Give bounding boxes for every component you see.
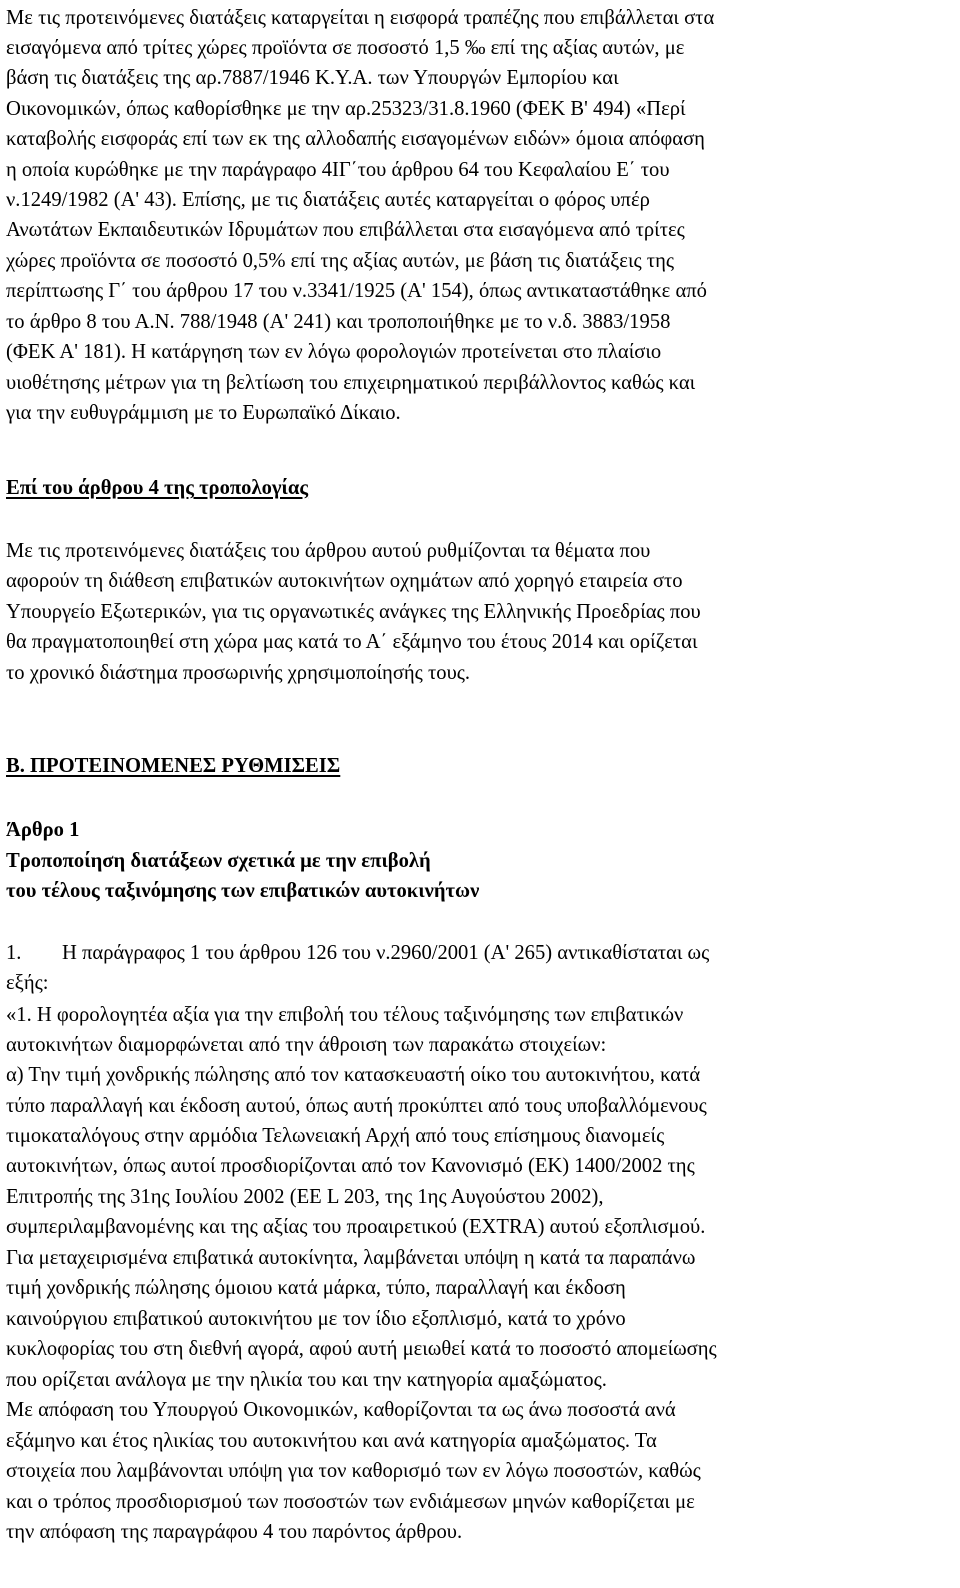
body-text-line: αυτοκινήτων διαμορφώνεται από την άθροιση των παρακάτω στοιχείων: — [6, 1034, 607, 1056]
body-text-line: περίπτωσης Γ΄ του άρθρου 17 του ν.3341/1925 (Α' 154), όπως αντικαταστάθηκε από — [6, 280, 707, 302]
body-text-line: και ο τρόπος προσδιορισμού των ποσοστών των ενδιάμεσων μηνών καθορίζεται με — [6, 1491, 695, 1513]
body-text-line: αφορούν τη διάθεση επιβατικών αυτοκινήτων οχημάτων από χορηγό εταιρεία στο — [6, 570, 683, 592]
section-heading: Επί του άρθρου 4 της τροπολογίας — [6, 477, 309, 499]
article-title: Άρθρο 1 — [6, 819, 80, 841]
body-text-line: το άρθρο 8 του Α.Ν. 788/1948 (Α' 241) και τροποποιήθηκε με το ν.δ. 3883/1958 — [6, 311, 671, 333]
body-text-line: «1. Η φορολογητέα αξία για την επιβολή του τέλους ταξινόμησης των επιβατικών — [6, 1004, 684, 1026]
body-text-line: στοιχεία που λαμβάνονται υπόψη για τον καθορισμό των εν λόγω ποσοστών, καθώς — [6, 1460, 701, 1482]
body-text-line: Για μεταχειρισμένα επιβατικά αυτοκίνητα, λαμβάνεται υπόψη η κατά τα παραπάνω — [6, 1247, 696, 1269]
body-text-line: για την ευθυγράμμιση με το Ευρωπαϊκό Δίκαιο. — [6, 402, 401, 424]
body-text-line: την απόφαση της παραγράφου 4 του παρόντος άρθρου. — [6, 1521, 463, 1543]
body-text-line: το χρονικό διάστημα προσωρινής χρησιμοποίησής τους. — [6, 662, 471, 684]
body-text-line: τιμοκαταλόγους στην αρμόδια Τελωνειακή Αρχή από τους επίσημους διανομείς — [6, 1125, 665, 1147]
body-text-line: καταβολής εισφοράς επί των εκ της αλλοδαπής εισαγομένων ειδών» όμοια απόφαση — [6, 128, 705, 150]
body-text-line: Υπουργείο Εξωτερικών, για τις οργανωτικές ανάγκες της Ελληνικής Προεδρίας που — [6, 601, 701, 623]
body-text-line: συμπεριλαμβανομένης και της αξίας του προαιρετικού (EXTRA) αυτού εξοπλισμού. — [6, 1216, 706, 1238]
paragraph-number: 1. — [6, 942, 22, 964]
body-text-line: α) Την τιμή χονδρικής πώλησης από τον κατασκευαστή οίκο του αυτοκινήτου, κατά — [6, 1064, 701, 1086]
body-text-line: (ΦΕΚ Α' 181). Η κατάργηση των εν λόγω φορολογιών προτείνεται στο πλαίσιο — [6, 341, 662, 363]
body-text-line: που ορίζεται ανάλογα με την ηλικία του και την κατηγορία αμαξώματος. — [6, 1369, 607, 1391]
body-text-line: καινούργιου επιβατικού αυτοκινήτου με τον ίδιο εξοπλισμό, κατά το χρόνο — [6, 1308, 626, 1330]
body-text-line: η οποία κυρώθηκε με την παράγραφο 4ΙΓ΄του άρθρου 64 του Κεφαλαίου Ε΄ του — [6, 159, 670, 181]
body-text-line: Με τις προτεινόμενες διατάξεις του άρθρου αυτού ρυθμίζονται τα θέματα που — [6, 540, 651, 562]
body-text-line: θα πραγματοποιηθεί στη χώρα μας κατά το Α΄ εξάμηνο του έτους 2014 και ορίζεται — [6, 631, 698, 653]
body-text-line: τύπο παραλλαγή και έκδοση αυτού, όπως αυτή προκύπτει από τους υποβαλλόμενους — [6, 1095, 707, 1117]
body-text-line: χώρες προϊόντα σε ποσοστό 0,5% επί της αξίας αυτών, με βάση τις διατάξεις της — [6, 250, 674, 272]
body-text-line: βάση τις διατάξεις της αρ.7887/1946 Κ.Υ.Α. των Υπουργών Εμπορίου και — [6, 67, 619, 89]
body-text-line: Με απόφαση του Υπουργού Οικονομικών, καθορίζονται τα ως άνω ποσοστά ανά — [6, 1399, 676, 1421]
body-text-line: εξής: — [6, 972, 49, 994]
body-text-line: αυτοκινήτων, όπως αυτοί προσδιορίζονται από τον Κανονισμό (ΕΚ) 1400/2002 της — [6, 1155, 695, 1177]
body-text-line: ν.1249/1982 (Α' 43). Επίσης, με τις διατάξεις αυτές καταργείται ο φόρος υπέρ — [6, 189, 650, 211]
body-text-line: εξάμηνο και έτος ηλικίας του αυτοκινήτου και ανά κατηγορία αμαξώματος. Τα — [6, 1430, 657, 1452]
numbered-paragraph — [6, 938, 709, 968]
body-text-line: Ανωτάτων Εκπαιδευτικών Ιδρυμάτων που επιβάλλεται στα εισαγόμενα από τρίτες — [6, 219, 685, 241]
body-text-line: κυκλοφορίας του στη διεθνή αγορά, αφού αυτή μειωθεί κατά το ποσοστό απομείωσης — [6, 1338, 717, 1360]
article-subtitle: Τροποποίηση διατάξεων σχετικά με την επιβολή — [6, 850, 431, 872]
part-heading: Β. ΠΡΟΤΕΙΝΟΜΕΝΕΣ ΡΥΘΜΙΣΕΙΣ — [6, 755, 341, 777]
article-subtitle: του τέλους ταξινόμησης των επιβατικών αυτοκινήτων — [6, 880, 480, 902]
body-text-line: υιοθέτησης μέτρων για τη βελτίωση του επιχειρηματικού περιβάλλοντος καθώς και — [6, 372, 696, 394]
body-text-line: Με τις προτεινόμενες διατάξεις καταργείται η εισφορά τραπέζης που επιβάλλεται στα — [6, 7, 715, 29]
paragraph-text: Η παράγραφος 1 του άρθρου 126 του ν.2960/2001 (Α' 265) αντικαθίσταται ως — [62, 942, 710, 964]
body-text-line: τιμή χονδρικής πώλησης όμοιου κατά μάρκα, τύπο, παραλλαγή και έκδοση — [6, 1277, 626, 1299]
body-text-line: Επιτροπής της 31ης Ιουλίου 2002 (ΕΕ L 203, της 1ης Αυγούστου 2002), — [6, 1186, 604, 1208]
body-text-line: εισαγόμενα από τρίτες χώρες προϊόντα σε ποσοστό 1,5 ‰ επί της αξίας αυτών, με — [6, 37, 685, 59]
body-text-line: Οικονομικών, όπως καθορίσθηκε με την αρ.25323/31.8.1960 (ΦΕΚ Β' 494) «Περί — [6, 98, 686, 120]
